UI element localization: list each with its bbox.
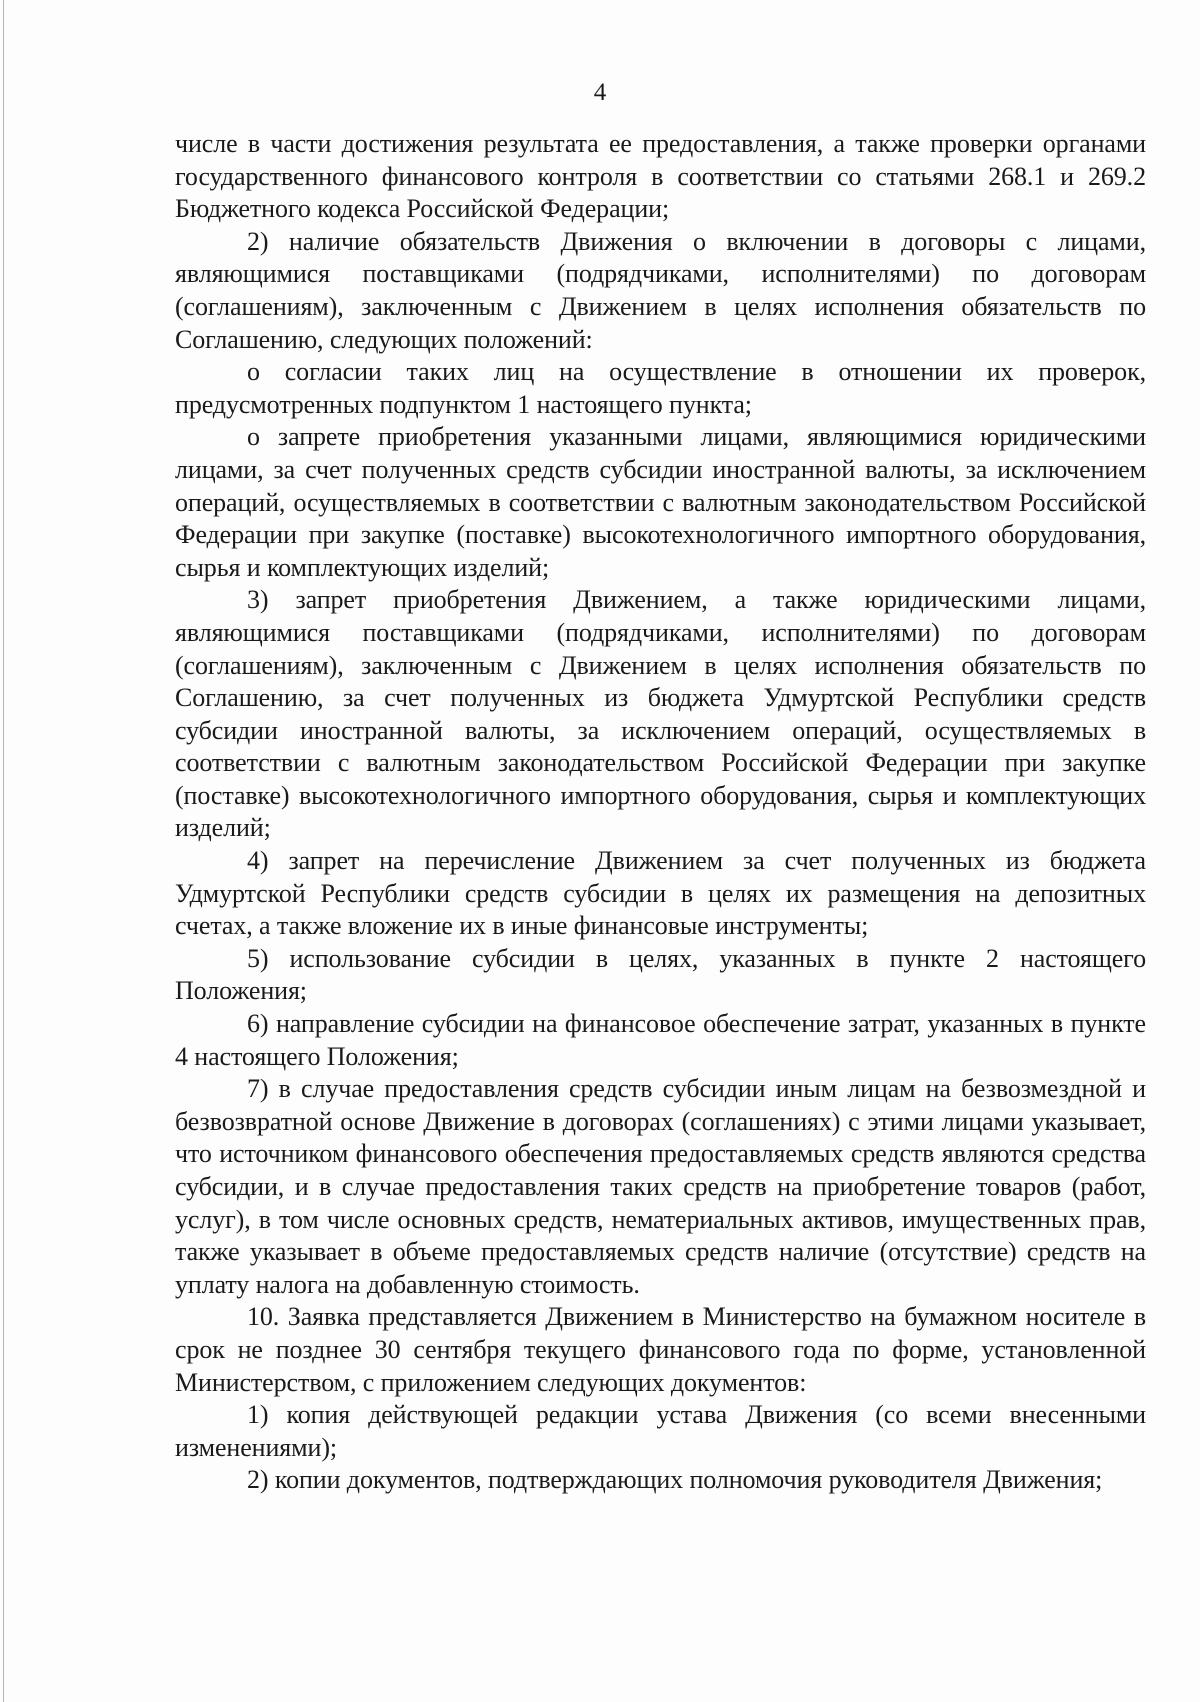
paragraph-currency-ban-clause: о запрете приобретения указанными лицами, являющимися юридическими лицами, за счет полученных средств субсидии иностранной валюты, за исключением операций, осуществляемых в соответствии с валютным законодательством Российской Федерации при закупке (поставке) высокотехнологичного импортного оборудования, сырья и комплектующих изделий; bbox=[175, 422, 1146, 582]
paragraph-item-5: 5) использование субсидии в целях, указанных в пункте 2 настоящего Положения; bbox=[175, 943, 1146, 1006]
paragraph-item-3: 3) запрет приобретения Движением, а также юридическими лицами, являющимися поставщиками (подрядчиками, исполнителями) по договорам (соглашениям), заключенным с Движением в целях исполнения обязательств по Соглашению, за счет полученных из бюджета Удмуртской Республики средств субсидии иностранной валюты, за исключением операций, осуществляемых в соответствии с валютным законодательством Российской Федерации при закупке (поставке) высокотехнологичного импортного оборудования, сырья и комплектующих изделий; bbox=[175, 585, 1146, 843]
page-edge bbox=[3, 0, 4, 1702]
paragraph-continuation: числе в части достижения результата ее предоставления, а также проверки органами государственного финансового контроля в соответствии со статьями 268.1 и 269.2 Бюджетного кодекса Российской Федерации; bbox=[175, 129, 1146, 224]
paragraph-consent-clause: о согласии таких лиц на осуществление в отношении их проверок, предусмотренных подпунктом 1 настоящего пункта; bbox=[175, 357, 1146, 419]
page-number: 4 bbox=[593, 79, 607, 106]
document-body bbox=[175, 128, 1146, 1497]
paragraph-item-4: 4) запрет на перечисление Движением за счет полученных из бюджета Удмуртской Республики средств субсидии в целях их размещения на депозитных счетах, а также вложение их в иные финансовые инструменты; bbox=[175, 846, 1146, 941]
paragraph-section-10: 10. Заявка представляется Движением в Министерство на бумажном носителе в срок не позднее 30 сентября текущего финансового года по форме, установленной Министерством, с приложением следующих документов: bbox=[175, 1302, 1146, 1397]
paragraph-doc-1: 1) копия действующей редакции устава Движения (со всеми внесенными изменениями); bbox=[175, 1400, 1146, 1462]
paragraph-item-6: 6) направление субсидии на финансовое обеспечение затрат, указанных в пункте 4 настоящего Положения; bbox=[175, 1009, 1146, 1071]
paragraph-item-2: 2) наличие обязательств Движения о включении в договоры с лицами, являющимися поставщиками (подрядчиками, исполнителями) по договорам (соглашениям), заключенным с Движением в целях исполнения обязательств по Соглашению, следующих положений: bbox=[175, 226, 1146, 354]
paragraph-doc-2: 2) копии документов, подтверждающих полномочия руководителя Движения; bbox=[247, 1465, 1103, 1495]
paragraph-item-7: 7) в случае предоставления средств субсидии иным лицам на безвозмездной и безвозвратной основе Движение в договорах (соглашениях) с этими лицами указывает, что источником финансового обеспечения предоставляемых средств являются средства субсидии, и в случае предоставления таких средств на приобретение товаров (работ, услуг), в том числе основных средств, нематериальных активов, имущественных прав, также указывает в объеме предоставляемых средств наличие (отсутствие) средств на уплату налога на добавленную стоимость. bbox=[175, 1074, 1146, 1299]
